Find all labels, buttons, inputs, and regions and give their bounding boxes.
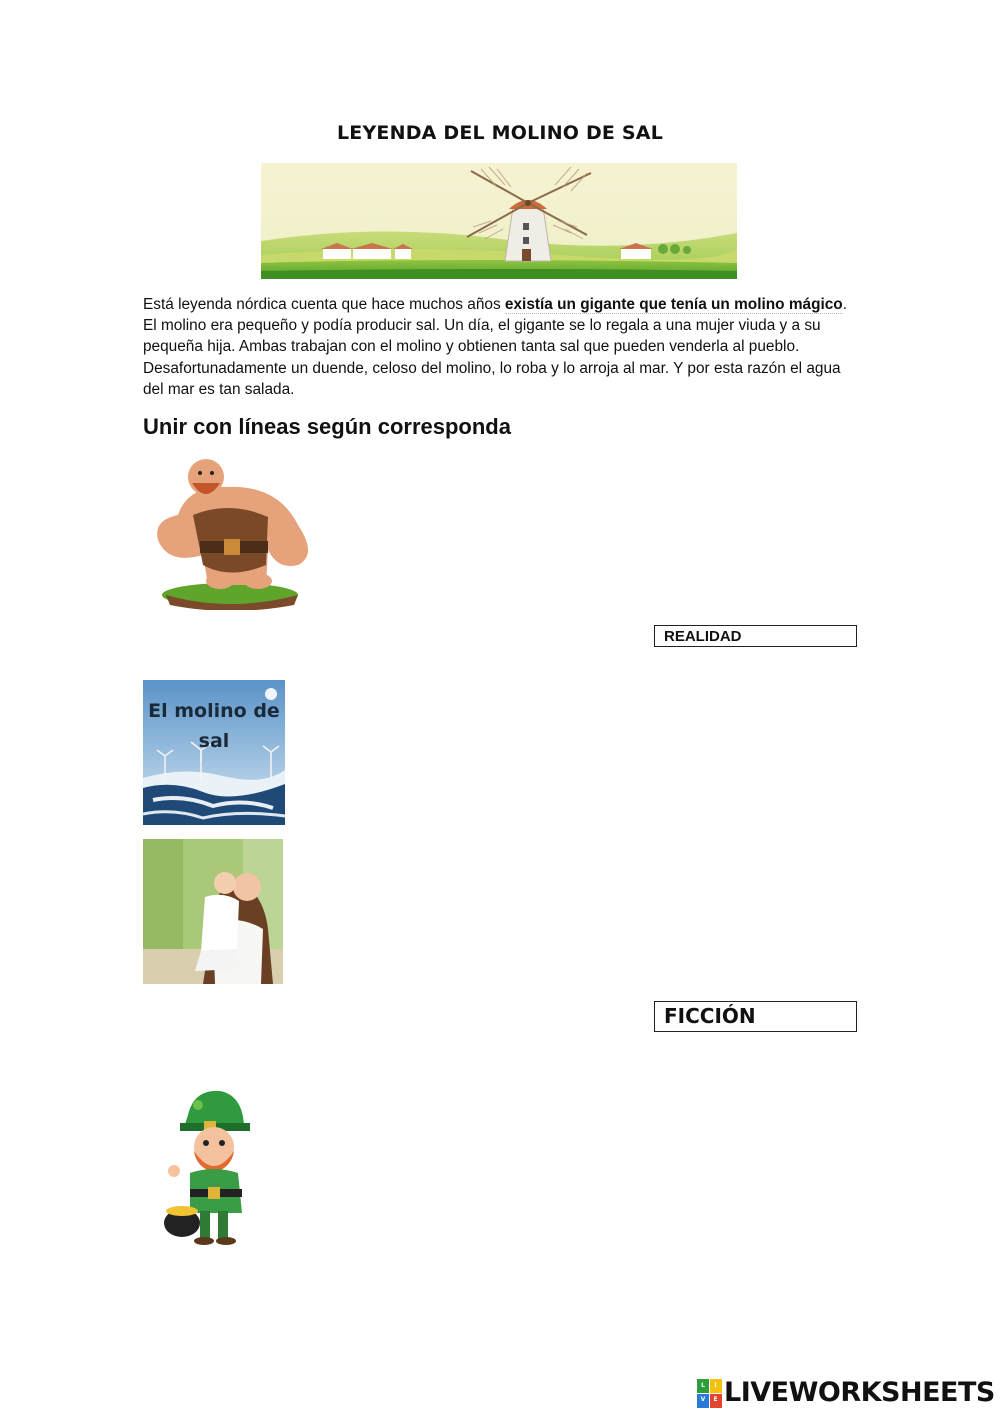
- logo-brand-text: LIVEWORKSHEETS: [724, 1377, 995, 1408]
- story-paragraph: [143, 294, 863, 400]
- logo-letter-e: E: [713, 1396, 718, 1403]
- molino-card-line2: sal: [198, 730, 230, 752]
- giant-image: [148, 455, 320, 610]
- liveworksheets-logo: [697, 1376, 997, 1410]
- windmill-banner-image: [261, 163, 737, 279]
- leprechaun-image: [160, 1085, 256, 1248]
- answer-box-ficcion[interactable]: FICCIÓN: [654, 1001, 857, 1032]
- story-text-part1: Está leyenda nórdica cuenta que hace muchos años: [143, 296, 505, 313]
- mother-daughter-image: [143, 839, 283, 984]
- molino-de-sal-image: [143, 680, 285, 825]
- story-highlight: existía un gigante que tenía un molino mágico: [504, 296, 843, 313]
- page-title: LEYENDA DEL MOLINO DE SAL: [336, 122, 664, 144]
- instruction-heading: Unir con líneas según corresponda: [143, 414, 511, 439]
- molino-card-line1: El molino de: [148, 700, 280, 722]
- logo-letter-v: V: [700, 1396, 706, 1403]
- answer-box-realidad[interactable]: REALIDAD: [654, 625, 857, 647]
- story-text-part2: . El molino era pequeño y podía producir sal. Un día, el gigante se lo regala a una mujer viuda y a su pequeña hija. Ambas trabajan con el molino y obtienen tanta sal que pueden venderla al pueblo. Desafortunadamente un duende, celoso del molino, lo roba y lo arroja al mar. Y por esta razón el agua del mar es tan salada.: [143, 296, 847, 398]
- logo-letter-l: L: [701, 1382, 705, 1389]
- logo-letter-i: I: [714, 1382, 717, 1389]
